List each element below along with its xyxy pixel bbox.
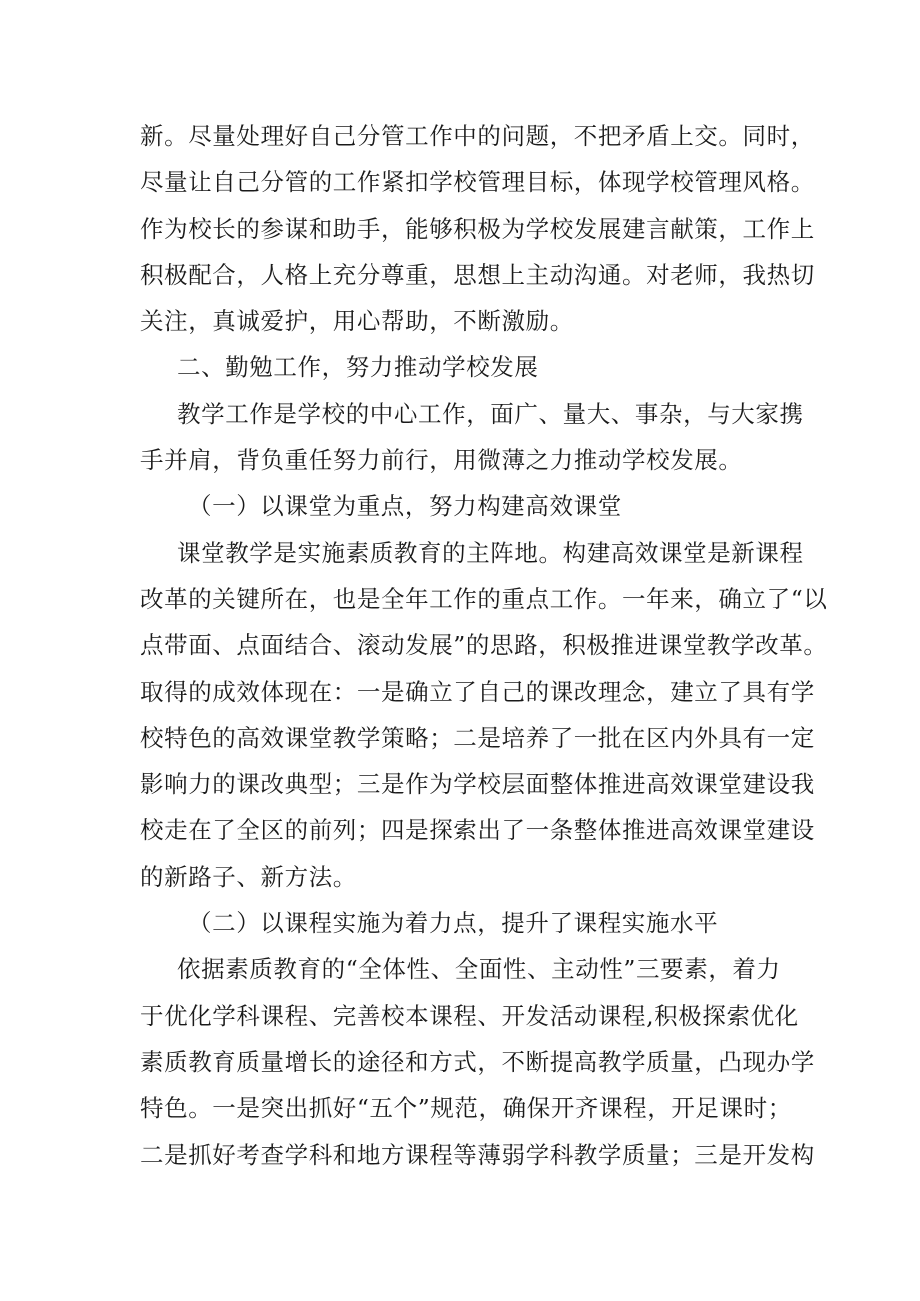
document-body <box>140 113 828 1178</box>
text-line: 改革的关键所在，也是全年工作的重点工作。一年来，确立了“以 <box>140 584 828 613</box>
text-line: 于优化学科课程、完善校本课程、开发活动课程,积极探索优化 <box>140 1001 799 1030</box>
text-line: 新。尽量处理好自己分管工作中的问题，不把矛盾上交。同时， <box>140 122 815 150</box>
text-line: 二是抓好考查学科和地方课程等薄弱学科教学质量；三是开发构 <box>140 1140 815 1169</box>
text-line: 素质教育质量增长的途径和方式，不断提高教学质量，凸现办学 <box>140 1047 815 1076</box>
text-line: 校特色的高效课堂教学策略；二是培养了一批在区内外具有一定 <box>140 723 815 752</box>
text-line: 校走在了全区的前列；四是探索出了一条整体推进高效课堂建设 <box>140 816 815 845</box>
section-heading: 二、勤勉工作，努力推动学校发展 <box>177 353 539 382</box>
text-line: 点带面、点面结合、滚动发展”的思路，积极推进课堂教学改革。 <box>140 631 828 660</box>
text-line: 的新路子、新方法。 <box>140 862 357 891</box>
subsection-heading: （二）以课程实施为着力点，提升了课程实施水平 <box>188 909 719 938</box>
paragraph-first-line: 教学工作是学校的中心工作，面广、量大、事杂，与大家携 <box>177 399 804 428</box>
text-line: 特色。一是突出抓好“五个”规范，确保开齐课程，开足课时； <box>140 1094 792 1123</box>
text-line: 关注，真诚爱护，用心帮助，不断激励。 <box>140 307 574 336</box>
text-line: 影响力的课改典型；三是作为学校层面整体推进高效课堂建设我 <box>140 770 815 799</box>
text-line: 积极配合，人格上充分尊重，思想上主动沟通。对老师，我热切 <box>140 260 815 289</box>
text-line: 作为校长的参谋和助手，能够积极为学校发展建言献策，工作上 <box>140 214 815 243</box>
text-line: 取得的成效体现在：一是确立了自己的课改理念，建立了具有学 <box>140 677 815 706</box>
paragraph-first-line: 依据素质教育的“全体性、全面性、主动性”三要素，着力 <box>177 955 781 984</box>
paragraph-first-line: 课堂教学是实施素质教育的主阵地。构建高效课堂是新课程 <box>177 538 804 567</box>
subsection-heading: （一）以课堂为重点，努力构建高效课堂 <box>188 492 622 521</box>
text-line: 手并肩，背负重任努力前行，用微薄之力推动学校发展。 <box>140 446 743 475</box>
text-line: 尽量让自己分管的工作紧扣学校管理目标，体现学校管理风格。 <box>140 168 815 197</box>
